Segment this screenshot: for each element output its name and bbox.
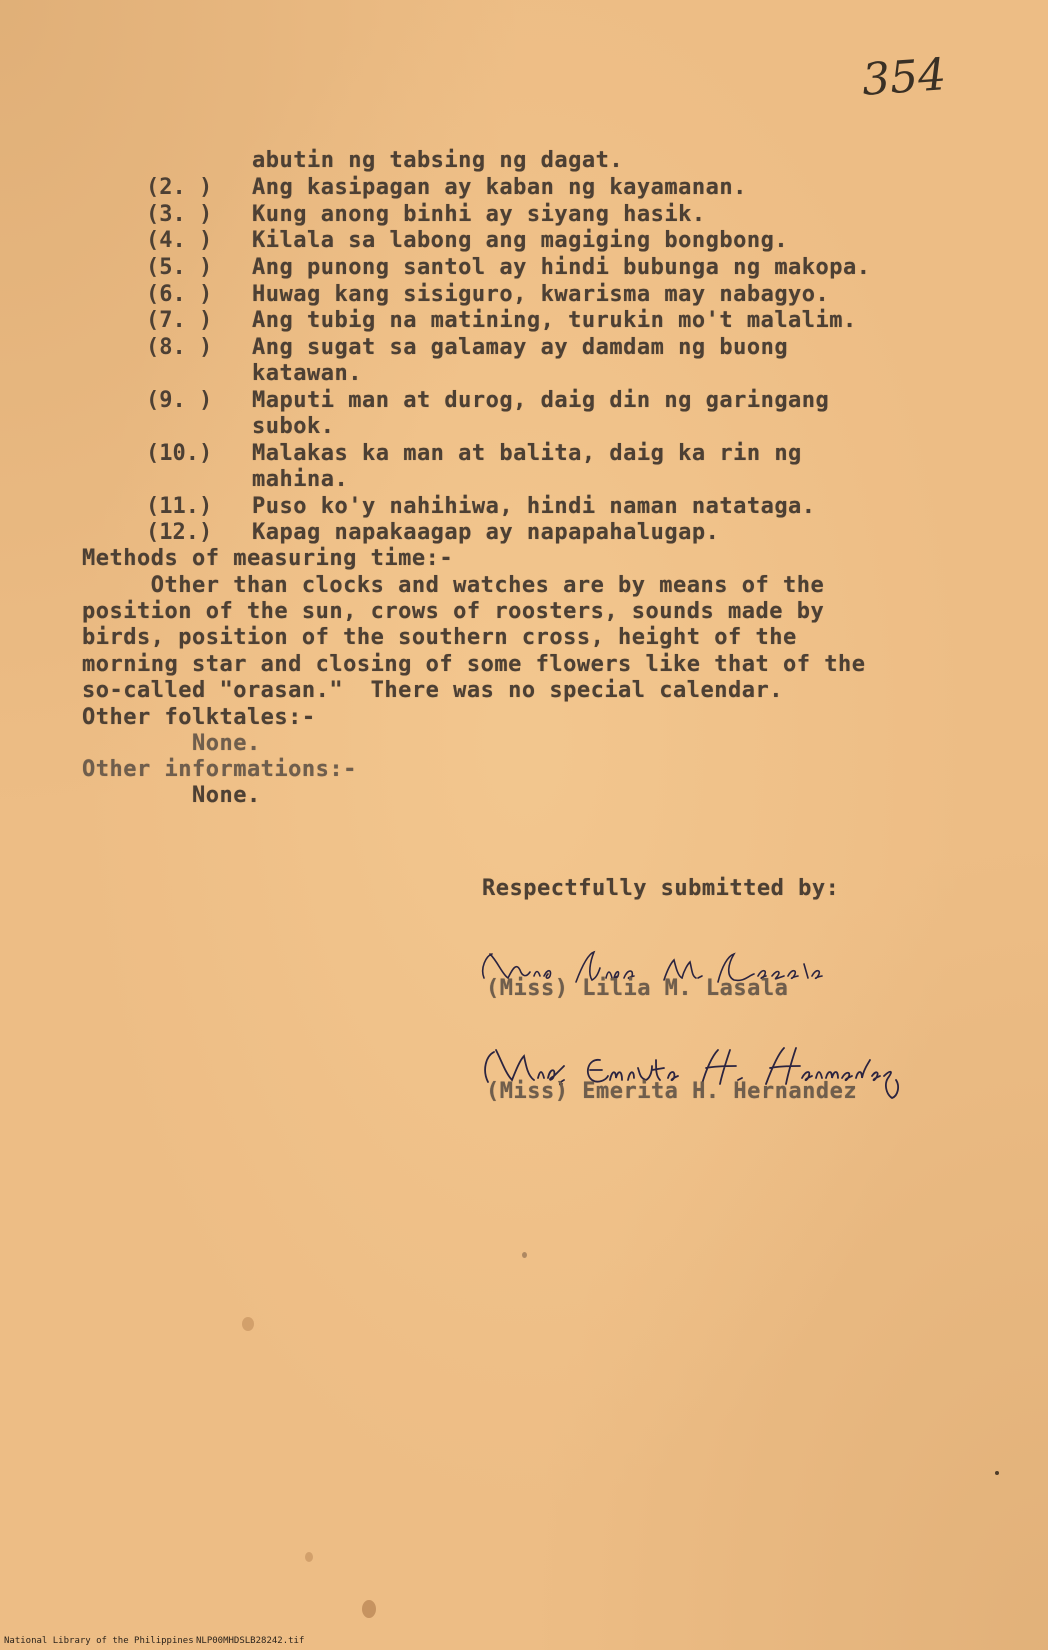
proverb-line: Kung anong binhi ay siyang hasik.: [252, 202, 706, 227]
body-line: position of the sun, crows of roosters, sounds made by: [82, 599, 825, 624]
proverb-number: (6. ): [146, 282, 213, 307]
section-heading-informations: Other informations:-: [82, 757, 357, 782]
proverb-line: Maputi man at durog, daig din ng garingang: [252, 388, 830, 413]
body-line: birds, position of the southern cross, height of the: [82, 625, 797, 650]
body-line: None.: [82, 783, 261, 808]
proverb-line: katawan.: [252, 361, 362, 386]
body-line: morning star and closing of some flowers like that of the: [82, 652, 866, 677]
proverb-number: (11.): [146, 494, 213, 519]
paper-stain: [305, 1552, 313, 1562]
proverb-line: subok.: [252, 414, 335, 439]
proverb-line: Ang kasipagan ay kaban ng kayamanan.: [252, 175, 747, 200]
proverb-line: Huwag kang sisiguro, kwarisma may nabagyo.: [252, 282, 830, 307]
body-line: None.: [82, 731, 261, 756]
section-heading-time: Methods of measuring time:-: [82, 546, 454, 571]
proverb-line: Puso ko'y nahihiwa, hindi naman natataga.: [252, 494, 816, 519]
page-number: 354: [860, 49, 948, 106]
proverb-number: (8. ): [146, 335, 213, 360]
footer-source: National Library of the Philippines: [4, 1636, 194, 1646]
proverb-line: Ang tubig na matining, turukin mo't malalim.: [252, 308, 857, 333]
typed-name-1: (Miss) Lilia M. Lasala: [486, 976, 789, 1001]
section-heading-folktales: Other folktales:-: [82, 705, 316, 730]
typed-name-2: (Miss) Emerita H. Hernandez: [486, 1079, 858, 1104]
footer-filename: NLP00MHDSLB28242.tif: [196, 1636, 305, 1646]
proverb-line: Malakas ka man at balita, daig ka rin ng: [252, 441, 802, 466]
paper-speck: [995, 1471, 999, 1475]
proverb-line: Kilala sa labong ang magiging bongbong.: [252, 228, 789, 253]
proverb-line: Kapag napakaagap ay napapahalugap.: [252, 520, 720, 545]
proverb-line: Ang sugat sa galamay ay damdam ng buong: [252, 335, 789, 360]
proverb-number: (5. ): [146, 255, 213, 280]
proverb-number: (2. ): [146, 175, 213, 200]
paper-stain: [362, 1600, 376, 1618]
paper-stain: [242, 1317, 254, 1331]
proverb-number: (12.): [146, 520, 213, 545]
proverb-number: (4. ): [146, 228, 213, 253]
body-line: Other than clocks and watches are by means of the: [82, 573, 825, 598]
proverb-line: abutin ng tabsing ng dagat.: [252, 148, 624, 173]
body-line: so-called "orasan." There was no special calendar.: [82, 678, 784, 703]
proverb-number: (10.): [146, 441, 213, 466]
proverb-number: (3. ): [146, 202, 213, 227]
proverb-number: (7. ): [146, 308, 213, 333]
proverb-line: mahina.: [252, 467, 349, 492]
proverb-number: (9. ): [146, 388, 213, 413]
proverb-line: Ang punong santol ay hindi bubunga ng makopa.: [252, 255, 871, 280]
closing-line: Respectfully submitted by:: [482, 876, 840, 901]
paper-stain: [522, 1252, 527, 1258]
